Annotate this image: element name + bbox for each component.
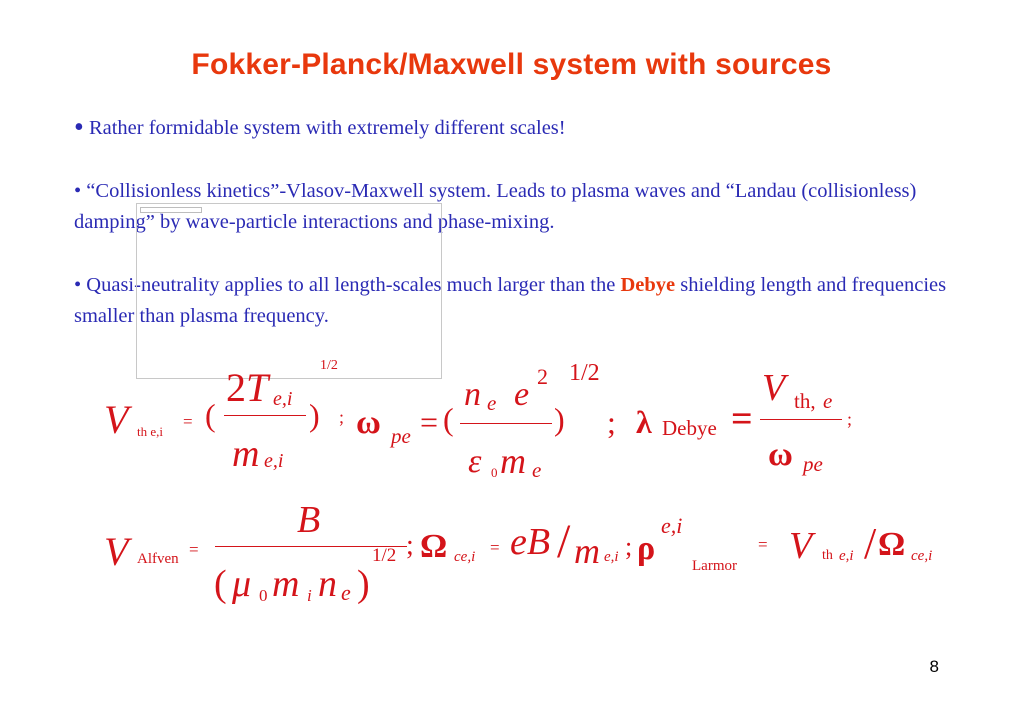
eq2-num-e: e — [514, 376, 530, 413]
eq5-m: m — [574, 531, 600, 571]
eq1-semicolon: ; — [339, 407, 345, 427]
eq4-den-mu: μ — [232, 563, 252, 605]
eq3-equals: = — [731, 398, 753, 440]
eq1-v: V — [104, 397, 129, 442]
eq1-equals: = — [183, 412, 193, 431]
eq5-slash: / — [557, 515, 571, 568]
eq6-omega-sub: ce,i — [911, 548, 933, 564]
eq1-exponent: 1/2 — [320, 358, 338, 373]
eq2-den-m: m — [500, 441, 526, 481]
embedded-object-frame — [136, 203, 442, 379]
embedded-object-thumbnail — [140, 207, 202, 213]
eq1-rparen: ) — [309, 397, 320, 433]
bullet-dot: • — [74, 112, 84, 143]
eq6-v-sub-th: th — [822, 548, 833, 563]
eq3-lambda: λ — [636, 404, 652, 440]
bullet-3-post: shielding length and frequencies smaller than plasma frequency. — [74, 274, 947, 327]
slide-title: Fokker-Planck/Maxwell system with sources — [191, 48, 832, 81]
eq2-den-eps-sub: 0 — [491, 465, 498, 480]
eq3-num-sub-e: e — [823, 389, 833, 413]
eq4-den-n: n — [318, 563, 337, 605]
eq3-fraction-bar — [760, 419, 842, 420]
eq4-den-n-sub: e — [341, 580, 351, 605]
eq2-num-n: n — [464, 376, 481, 413]
eq2-den-eps: ε — [468, 443, 482, 480]
bullet-2: • “Collisionless kinetics”-Vlasov-Maxwell system. Leads to plasma waves and “Landau (collisionless) damping” by wave-particle interactions and phase-mixing. — [74, 180, 917, 233]
eq6-omega: Ω — [878, 526, 906, 563]
eq4-num-b: B — [297, 499, 321, 541]
eq1-den-m: m — [232, 433, 260, 475]
bullet-1 — [74, 112, 954, 144]
eq4-v: V — [104, 529, 129, 574]
eq2-lparen: ( — [443, 401, 454, 437]
eq6-sub: Larmor — [692, 558, 737, 574]
eq1-den-sub: e,i — [264, 450, 284, 472]
eq1-lparen: ( — [205, 397, 216, 433]
eq2-fraction-bar — [460, 423, 552, 424]
eq4-den-m-sub: i — [307, 586, 312, 605]
eq2-rparen: ) — [554, 401, 565, 437]
eq4-den-rparen: ) — [357, 563, 370, 605]
eq4-sub-alfven: Alfven — [137, 551, 179, 567]
eq3-num-v: V — [762, 367, 786, 409]
eq3-semicolon: ; — [847, 409, 853, 429]
eq1-num-t: T — [246, 365, 269, 410]
eq1-num-2: 2 — [226, 365, 246, 410]
eq1-num-sub: e,i — [273, 388, 293, 410]
eq4-exponent: 1/2 — [372, 545, 397, 566]
eq2-num-sub: e — [487, 391, 497, 415]
eq4-den-lparen: ( — [214, 563, 227, 605]
eq5-sub: ce,i — [454, 549, 476, 565]
eq6-v-sub-ei: e,i — [839, 548, 854, 564]
eq2-omega: ω — [356, 404, 381, 441]
eq6-v: V — [789, 525, 813, 567]
bullet-3-pre: • Quasi-neutrality applies to all length-scales much larger than the — [74, 274, 621, 296]
eq5-semicolon: ; — [625, 532, 633, 561]
eq4-den-m: m — [272, 563, 300, 605]
eq2-den-m-sub: e — [532, 458, 542, 482]
eq5-omega: Ω — [420, 528, 448, 565]
bullet-1-text: Rather formidable system with extremely different scales! — [88, 117, 566, 139]
eq2-semicolon: ; — [607, 404, 616, 440]
eq1-sub-th: th e,i — [137, 424, 163, 439]
eq4-semicolon: ; — [406, 530, 414, 561]
eq2-equals: = — [420, 404, 439, 440]
eq2-exponent: 1/2 — [569, 360, 600, 386]
eq1-fraction-bar — [224, 415, 306, 416]
eq3-sub-debye: Debye — [662, 416, 717, 440]
eq3-den-sub: pe — [803, 452, 823, 476]
eq2-num-square: 2 — [537, 364, 548, 389]
eq5-eb: eB — [510, 521, 551, 563]
eq6-sup: e,i — [661, 513, 683, 538]
eq2-sub-pe: pe — [391, 424, 411, 448]
eq5-m-sub: e,i — [604, 549, 619, 565]
eq6-equals: = — [758, 535, 768, 554]
eq3-num-sub: th, — [794, 389, 816, 413]
eq6-slash: / — [864, 519, 877, 568]
eq4-den-mu-sub: 0 — [259, 586, 268, 605]
eq5-equals: = — [490, 538, 500, 557]
eq6-rho: ρ — [637, 530, 656, 567]
eq3-den-omega: ω — [768, 436, 793, 473]
debye-highlight: Debye — [620, 274, 676, 296]
eq4-equals: = — [189, 540, 199, 559]
page-number: 8 — [929, 657, 939, 676]
